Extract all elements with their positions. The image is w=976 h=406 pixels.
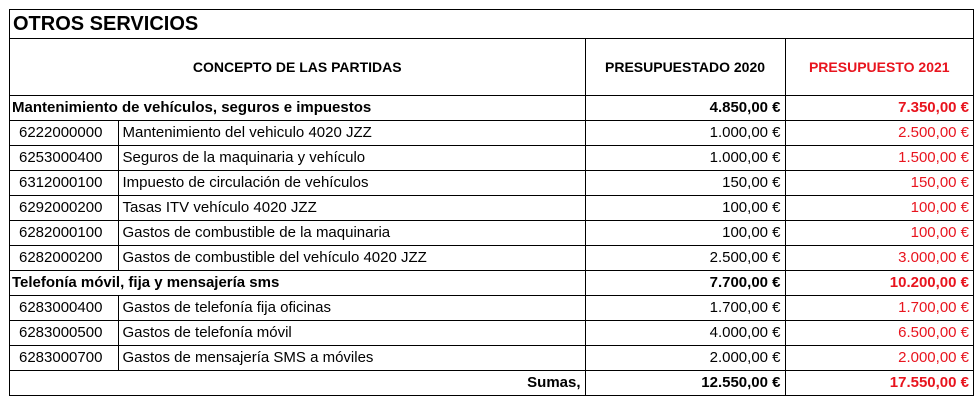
item-desc: Impuesto de circulación de vehículos: [118, 170, 585, 195]
group-row: [10, 95, 973, 120]
item-2021: 1.500,00 €: [785, 145, 973, 170]
item-2021: 3.000,00 €: [785, 245, 973, 270]
item-2021: 150,00 €: [785, 170, 973, 195]
item-code: 6283000500: [10, 320, 118, 345]
table-row: [10, 345, 973, 370]
item-code: 6283000400: [10, 295, 118, 320]
header-2021: PRESUPUESTO 2021: [785, 39, 973, 95]
item-code: 6283000700: [10, 345, 118, 370]
header-2020: PRESUPUESTADO 2020: [585, 39, 785, 95]
group-row: [10, 270, 973, 295]
budget-table: [10, 39, 973, 396]
sheet-title: OTROS SERVICIOS: [10, 10, 973, 39]
group-total-2020: 4.850,00 €: [585, 95, 785, 120]
item-desc: Gastos de mensajería SMS a móviles: [118, 345, 585, 370]
item-2020: 150,00 €: [585, 170, 785, 195]
totals-label: Sumas,: [10, 370, 585, 395]
table-row: [10, 145, 973, 170]
item-desc: Gastos de combustible de la maquinaria: [118, 220, 585, 245]
table-row: [10, 295, 973, 320]
item-desc: Gastos de combustible del vehículo 4020 JZZ: [118, 245, 585, 270]
group-total-2021: 10.200,00 €: [785, 270, 973, 295]
item-2021: 100,00 €: [785, 195, 973, 220]
totals-2021: 17.550,00 €: [785, 370, 973, 395]
group-name: Mantenimiento de vehículos, seguros e impuestos: [10, 95, 585, 120]
item-2020: 100,00 €: [585, 220, 785, 245]
item-desc: Gastos de telefonía móvil: [118, 320, 585, 345]
item-code: 6222000000: [10, 120, 118, 145]
totals-row: [10, 370, 973, 395]
group-total-2021: 7.350,00 €: [785, 95, 973, 120]
table-header: [10, 39, 973, 95]
item-2020: 2.500,00 €: [585, 245, 785, 270]
table-row: [10, 245, 973, 270]
group-total-2020: 7.700,00 €: [585, 270, 785, 295]
item-code: 6312000100: [10, 170, 118, 195]
item-2020: 2.000,00 €: [585, 345, 785, 370]
item-2021: 1.700,00 €: [785, 295, 973, 320]
table-row: [10, 170, 973, 195]
budget-sheet: [9, 9, 974, 396]
item-2020: 1.700,00 €: [585, 295, 785, 320]
group-name: Telefonía móvil, fija y mensajería sms: [10, 270, 585, 295]
item-desc: Gastos de telefonía fija oficinas: [118, 295, 585, 320]
table-row: [10, 320, 973, 345]
item-desc: Seguros de la maquinaria y vehículo: [118, 145, 585, 170]
header-concept: CONCEPTO DE LAS PARTIDAS: [10, 39, 585, 95]
item-2020: 1.000,00 €: [585, 145, 785, 170]
item-2021: 2.000,00 €: [785, 345, 973, 370]
table-row: [10, 120, 973, 145]
item-2021: 2.500,00 €: [785, 120, 973, 145]
item-code: 6253000400: [10, 145, 118, 170]
item-code: 6282000100: [10, 220, 118, 245]
item-code: 6282000200: [10, 245, 118, 270]
item-2020: 4.000,00 €: [585, 320, 785, 345]
item-2020: 100,00 €: [585, 195, 785, 220]
item-2020: 1.000,00 €: [585, 120, 785, 145]
item-code: 6292000200: [10, 195, 118, 220]
table-row: [10, 195, 973, 220]
item-2021: 6.500,00 €: [785, 320, 973, 345]
table-row: [10, 220, 973, 245]
item-2021: 100,00 €: [785, 220, 973, 245]
item-desc: Tasas ITV vehículo 4020 JZZ: [118, 195, 585, 220]
totals-2020: 12.550,00 €: [585, 370, 785, 395]
item-desc: Mantenimiento del vehiculo 4020 JZZ: [118, 120, 585, 145]
